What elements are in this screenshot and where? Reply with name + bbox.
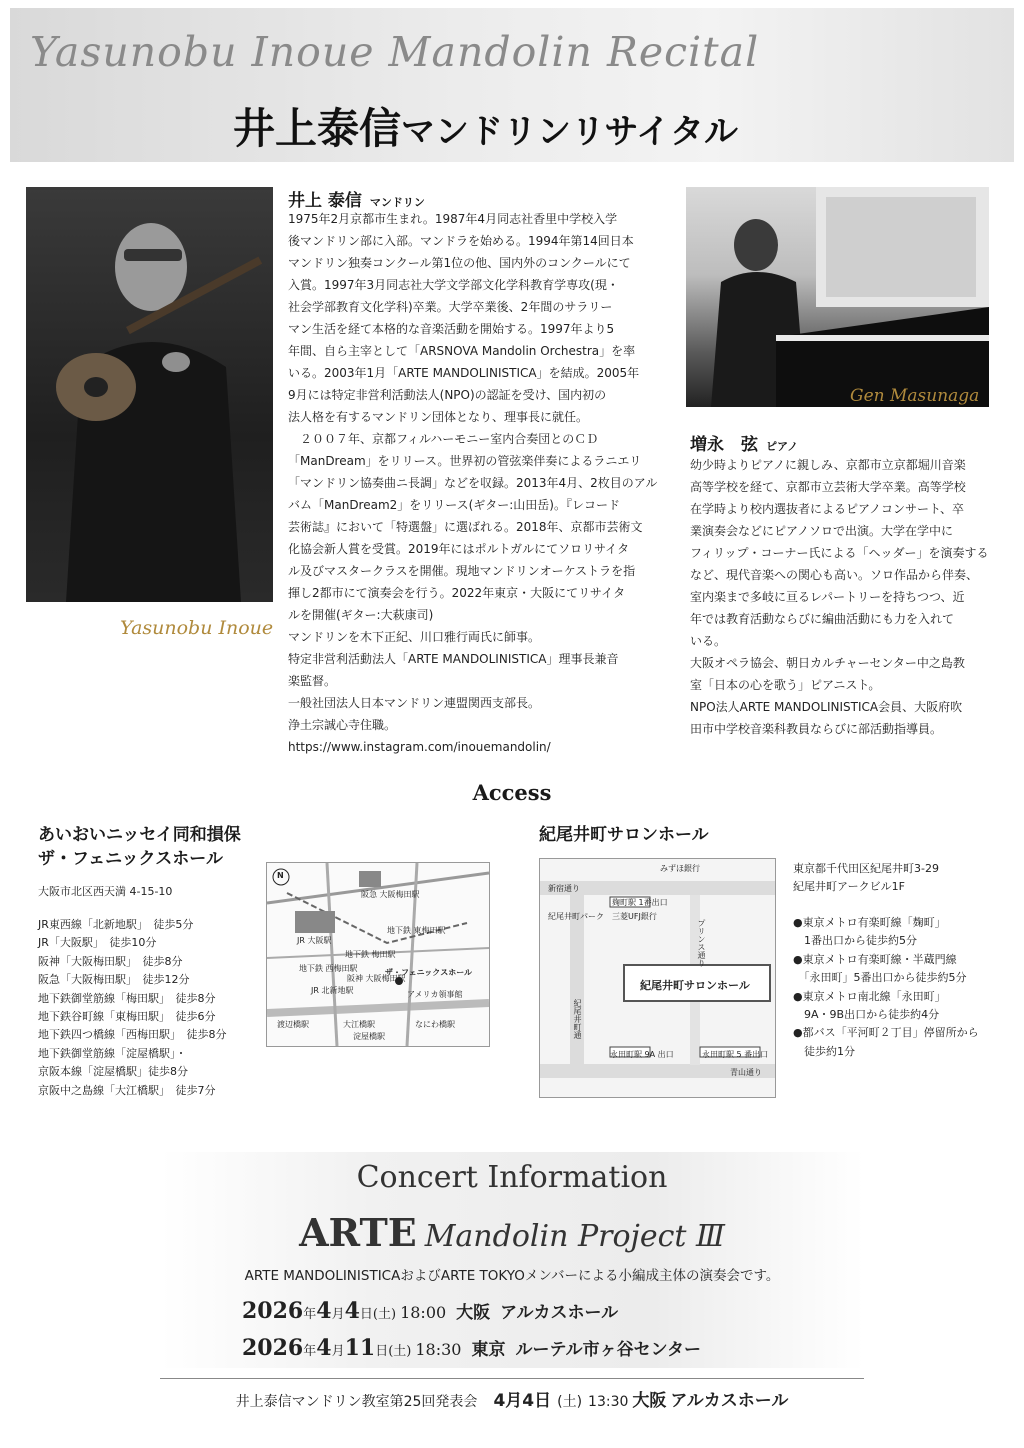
route-item: 9A・9B出口から徒歩約4分 — [793, 1007, 940, 1021]
date-city: 東京 — [471, 1340, 506, 1360]
recital-time: 13:30 — [588, 1394, 629, 1410]
bio-line: マン生活を経て本格的な音楽活動を開始する。1997年より5 — [288, 322, 615, 336]
page-title — [233, 96, 738, 156]
date-venue: ルーテル市ヶ谷センター — [515, 1340, 701, 1360]
bio-line: 大阪オペラ協会、朝日カルチャーセンター中之島教 — [690, 656, 965, 670]
map-label-nagatacho-9a: 永田町駅 9A 出口 — [610, 1050, 674, 1059]
date-month: 4 — [316, 1298, 332, 1324]
recital-title: 井上泰信マンドリン教室第25回発表会 — [235, 1394, 478, 1410]
osaka-map — [266, 862, 490, 1047]
recital-city: 大阪 — [632, 1391, 667, 1411]
bio-line: 年間、自ら主宰として「ARSNOVA Mandolin Orchestra」を率 — [288, 344, 636, 358]
project-subtitle: ARTE MANDOLINISTICAおよびARTE TOKYOメンバーによる小編成主体の演奏会です。 — [244, 1268, 780, 1284]
inoue-name: 井上 泰信 — [288, 191, 362, 211]
bio-line: 室「日本の心を歌う」ピアニスト。 — [690, 678, 881, 692]
map-label-mufg: 三菱UFJ銀行 — [612, 912, 657, 921]
project-title — [0, 1210, 1024, 1255]
date-time: 18:30 — [415, 1340, 462, 1359]
bio-line: 法人格を有するマンドリン団体となり、理事長に就任。 — [288, 410, 589, 424]
bio-line: バム「ManDream2」をリリース(ギター:山田岳)。『レコード — [288, 498, 620, 512]
script-title: Yasunobu Inoue Mandolin Recital — [30, 28, 760, 76]
title-rest: マンドリンリサイタル — [401, 112, 738, 152]
map-label-aoyama-dori: 青山通り — [730, 1068, 762, 1077]
route-item: 地下鉄四つ橋線「西梅田駅」 徒歩8分 — [38, 1028, 227, 1042]
map-label-hankyu: 阪急 大阪梅田駅 — [361, 890, 420, 899]
route-item: 京阪中之島線「大江橋駅」 徒歩7分 — [38, 1083, 216, 1097]
bio-line: 一般社団法人日本マンドリン連盟関西支部長。 — [288, 696, 541, 710]
route-item: JR「大阪駅」 徒歩10分 — [38, 936, 157, 950]
bio-line: 室内楽まで多岐に亘るレパートリーを持ちつつ、近 — [690, 590, 965, 604]
date-venue: アルカスホール — [500, 1303, 619, 1323]
recital-weekday: (土) — [557, 1394, 583, 1410]
route-item: JR東西線「北新地駅」 徒歩5分 — [38, 918, 194, 931]
date-month: 4 — [316, 1335, 332, 1361]
route-item: 徒歩約1分 — [793, 1044, 855, 1058]
map-label-kioicho-dori: 紀尾井町通 — [573, 999, 582, 1039]
date-day: 11 — [344, 1335, 376, 1361]
bio-line: ２００７年、京都フィルハーモニー室内合奏団とのＣＤ — [288, 432, 599, 446]
bio-line: ルを開催(ギター:大萩康司) — [288, 608, 434, 622]
map-label-umeda: 地下鉄 梅田駅 — [345, 950, 396, 959]
map-label-higashi: 地下鉄 東梅田駅 — [387, 926, 446, 935]
bio-line: 後マンドリン部に入部。マンドラを始める。1994年第14回日本 — [288, 234, 634, 248]
map-label-consulate: アメリカ領事館 — [407, 990, 463, 999]
route-item: 地下鉄御堂筋線「淀屋橋駅」・ — [38, 1046, 187, 1060]
date-weekday: (土) — [372, 1307, 397, 1322]
bio-line: 高等学校を経て、京都市立芸術大学卒業。高等学校 — [690, 480, 966, 494]
map-label-kojimachi: 麹町駅 1番出口 — [612, 898, 668, 907]
title-name: 井上泰信 — [233, 104, 402, 153]
tokyo-map — [539, 858, 776, 1098]
bio-line: ル及びマスタークラスを開催。現地マンドリンオーケストラを指 — [288, 564, 636, 578]
masunaga-signature: Gen Masunaga — [850, 386, 980, 406]
instagram-link[interactable]: https://www.instagram.com/inouemandolin/ — [288, 740, 551, 754]
bio-line: 9月には特定非営利活動法人(NPO)の認証を受け、国内初の — [288, 388, 607, 402]
map-label-nishi: 地下鉄 西梅田駅 — [299, 964, 358, 973]
project-title-main: ARTE — [299, 1210, 417, 1255]
route-item: ●東京メトロ有楽町線・半蔵門線 — [793, 952, 957, 966]
map-label-mizuho: みずほ銀行 — [660, 864, 700, 873]
inoue-bio — [288, 208, 680, 758]
route-item: 京阪本線「淀屋橋駅」徒歩8分 — [38, 1065, 188, 1079]
venue-osaka-routes — [38, 916, 227, 1100]
inoue-signature: Yasunobu Inoue — [120, 617, 274, 639]
address-line: 東京都千代田区紀尾井町3-29 — [793, 862, 939, 875]
map-label-shinjuku-dori: 新宿通り — [548, 884, 580, 893]
masunaga-role: ピアノ — [766, 440, 799, 453]
map-label-phoenix-hall: ザ・フェニックスホール — [385, 968, 473, 977]
route-item: 地下鉄御堂筋線「梅田駅」 徒歩8分 — [38, 991, 216, 1005]
bio-line: 楽監督。 — [288, 674, 337, 688]
map-label-watanabebashi: 渡辺橋駅 — [277, 1020, 309, 1029]
date-time: 18:00 — [400, 1303, 447, 1322]
masunaga-name: 増永 弦 — [690, 435, 758, 455]
bio-line: 特定非営利活動法人「ARTE MANDOLINISTICA」理事長兼音 — [288, 652, 619, 666]
bio-line: 化協会新人賞を受賞。2019年にはポルトガルにてソロリサイタ — [288, 542, 630, 556]
bio-line: 社会学部教育文化学科)卒業。大学卒業後、2年間のサラリー — [288, 300, 613, 314]
venue-tokyo-address — [793, 860, 939, 896]
map-label-naniwabashi: なにわ橋駅 — [415, 1020, 455, 1029]
map-label-kioicho-salon-hall: 紀尾井町サロンホール — [640, 979, 750, 992]
route-item: ●都バス「平河町２丁目」停留所から — [793, 1026, 979, 1040]
bio-line: 揮し2都市にて演奏会を行う。2022年東京・大阪にてリサイタ — [288, 586, 626, 600]
compass-north-icon: N — [277, 871, 284, 880]
concert-date-osaka: 2026年4月4日(土) 18:00 大阪 アルカスホール — [242, 1298, 619, 1324]
bio-line: マンドリン独奏コンクール第1位の他、国内外のコンクールにて — [288, 256, 631, 270]
recital-venue: アルカスホール — [670, 1391, 789, 1411]
header-banner — [10, 8, 1014, 162]
recital-date: 4月4日 — [493, 1391, 552, 1411]
bio-line: 業演奏会などにピアノソロで出演。大学在学中に — [690, 524, 954, 538]
route-item: 1番出口から徒歩約5分 — [793, 934, 917, 948]
map-label-kitashinchi: JR 北新地駅 — [311, 986, 354, 995]
concert-info-title: Concert Information — [356, 1160, 668, 1195]
bio-line: NPO法人ARTE MANDOLINISTICA会員、大阪府吹 — [690, 700, 963, 714]
bio-line: 「ManDream」をリリース。世界初の管弦楽伴奏によるラニエリ — [288, 454, 642, 468]
student-recital-line — [0, 1386, 1024, 1411]
bio-line: 在学時より校内選抜者によるピアノコンサート、卒 — [690, 502, 964, 516]
masunaga-bio — [690, 454, 1000, 740]
date-city: 大阪 — [456, 1303, 491, 1323]
route-item: 「永田町」5番出口から徒歩約5分 — [793, 971, 967, 985]
bio-line: 「マンドリン協奏曲ニ長調」などを収録。2013年4月、2枚目のアル — [288, 476, 658, 490]
address-line: 紀尾井町アークビル1F — [793, 880, 905, 893]
venue-tokyo-name: 紀尾井町サロンホール — [539, 825, 709, 845]
venue-tokyo-routes — [793, 914, 979, 1061]
map-label-hanshin: 阪神 大阪梅田駅 — [347, 974, 406, 983]
bio-line: 田市中学校音楽科教員ならびに部活動指導員。 — [690, 722, 943, 736]
date-year: 2026 — [242, 1298, 304, 1324]
venue-osaka-name-line1: あいおいニッセイ同和損保 — [38, 825, 241, 845]
map-label-jr-osaka: JR 大阪駅 — [297, 936, 332, 945]
map-label-yodoyabashi: 淀屋橋駅 — [353, 1032, 385, 1041]
project-title-script: Mandolin Project Ⅲ — [424, 1219, 725, 1254]
venue-osaka-name — [38, 823, 241, 871]
inoue-photo — [26, 187, 273, 602]
bio-line: マンドリンを木下正紀、川口雅行両氏に師事。 — [288, 630, 541, 644]
bio-line: 芸術誌』において「特選盤」に選ばれる。2018年、京都市芸術文 — [288, 520, 643, 534]
inoue-role: マンドリン — [369, 196, 425, 209]
masunaga-name-heading — [690, 430, 798, 455]
map-label-oebashi: 大江橋駅 — [343, 1020, 375, 1029]
map-label-nagatacho-5: 永田町駅 5 番出口 — [702, 1050, 769, 1059]
map-label-kioi-park: 紀尾井町パーク — [548, 912, 604, 921]
bio-line: 1975年2月京都市生まれ。1987年4月同志社香里中学校入学 — [288, 212, 618, 226]
venue-osaka-address: 大阪市北区西天満 4-15-10 — [38, 885, 173, 898]
bio-line: 幼少時よりピアノに親しみ、京都市立京都堀川音楽 — [690, 458, 966, 472]
bio-line: いる。 — [690, 634, 727, 648]
divider — [160, 1378, 864, 1379]
bio-line: いる。2003年1月「ARTE MANDOLINISTICA」を結成。2005年 — [288, 366, 640, 380]
route-item: 阪神「大阪梅田駅」 徒歩8分 — [38, 954, 183, 968]
concert-date-tokyo: 2026年4月11日(土) 18:30 東京 ルーテル市ヶ谷センター — [242, 1335, 701, 1361]
bio-line: フィリップ・コーナー氏による「ヘッダー」を演奏する — [690, 546, 989, 560]
bio-line: 入賞。1997年3月同志社大学文学部文化学科教育学専攻(現・ — [288, 278, 619, 292]
route-item: ●東京メトロ南北線「永田町」 — [793, 989, 946, 1003]
map-label-prince-dori: プリンス通り — [697, 919, 706, 967]
route-item: ●東京メトロ有楽町線「麹町」 — [793, 916, 946, 929]
bio-line: など、現代音楽への関心も高い。ソロ作品から伴奏、 — [690, 568, 979, 582]
date-year: 2026 — [242, 1335, 304, 1361]
date-day: 4 — [344, 1298, 360, 1324]
access-heading: Access — [472, 780, 552, 805]
route-item: 阪急「大阪梅田駅」 徒歩12分 — [38, 973, 190, 987]
date-weekday: (土) — [388, 1344, 412, 1359]
bio-line: 浄土宗誠心寺住職。 — [288, 718, 397, 732]
masunaga-photo — [686, 187, 989, 407]
route-item: 地下鉄谷町線「東梅田駅」 徒歩6分 — [38, 1009, 216, 1023]
bio-line: 年では教育活動ならびに編曲活動にも力を入れて — [690, 612, 955, 626]
venue-osaka-name-line2: ザ・フェニックスホール — [38, 849, 223, 869]
